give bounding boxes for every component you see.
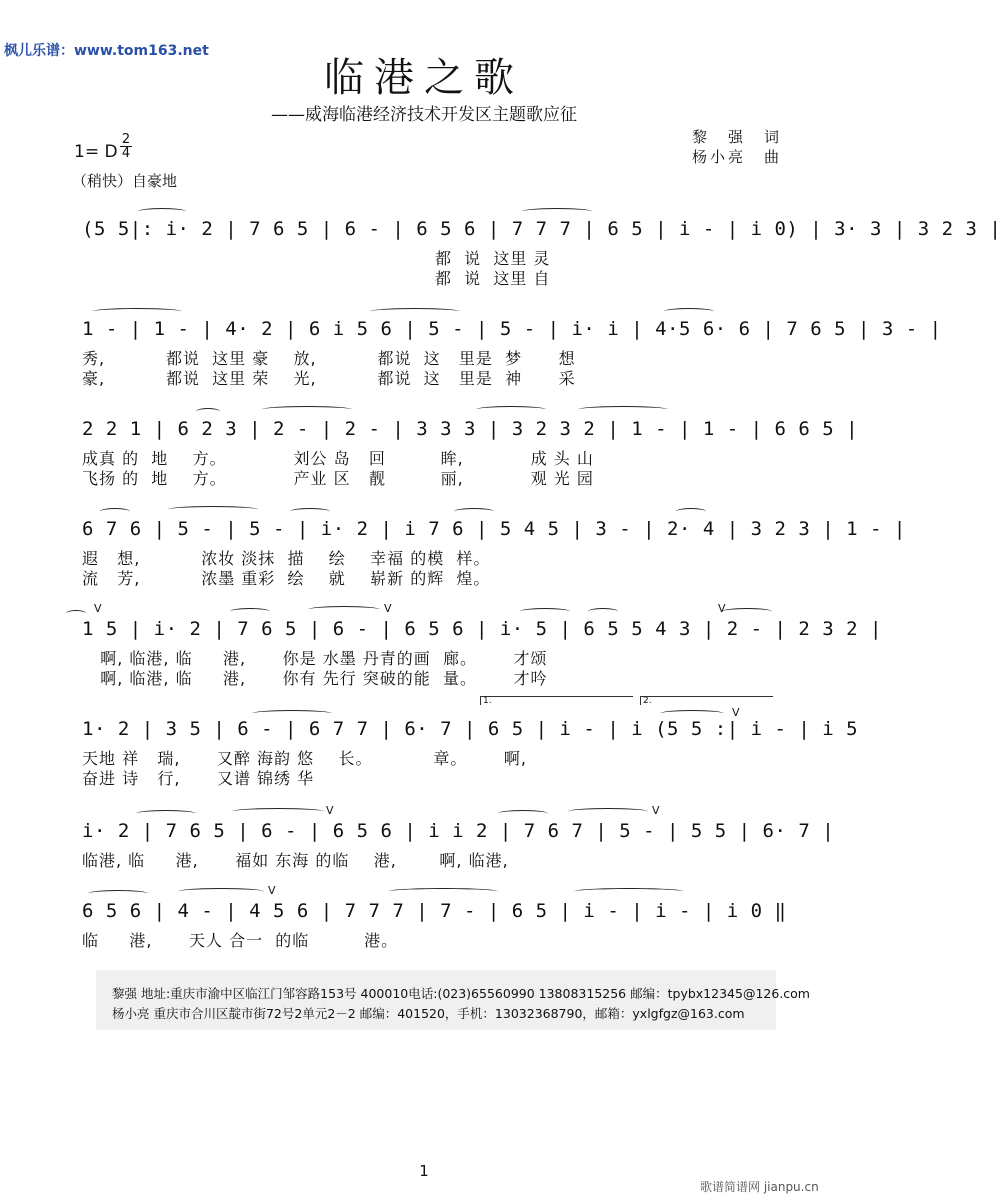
notes-line: 6 5 6 | 4 - | 4 5 6 | 7 7 7 | 7 - | 6 5 | i - | i - | i 0 ‖ bbox=[82, 900, 787, 922]
lyrics-verse-1: 成真 的 地 方。 刘公 岛 回 眸, 成 头 山 bbox=[82, 449, 594, 468]
time-signature bbox=[120, 133, 132, 160]
lyrics-verse-2: 啊, 临港, 临 港, 你有 先行 突破的能 量。 才吟 bbox=[82, 669, 548, 688]
breath-mark: V bbox=[652, 804, 660, 817]
lyrics-verse-1: 都 说 这里 灵 bbox=[82, 249, 551, 268]
notes-line: (5 5|: i· 2 | 7 6 5 | 6 - | 6 5 6 | 7 7 7 | 6 5 | i - | i 0) | 3· 3 | 3 2 3 | bbox=[82, 218, 1001, 240]
score-system-1 bbox=[0, 200, 1001, 312]
lyrics-verse-1: 临 港, 天人 合一 的临 港。 bbox=[82, 931, 399, 950]
tempo-marking: （稍快）自豪地 bbox=[72, 172, 178, 190]
lyrics-verse-1: 临港, 临 港, 福如 东海 的临 港, 啊, 临港, bbox=[82, 851, 509, 870]
second-ending: 2. bbox=[640, 696, 773, 705]
lyrics-verse-2: 飞扬 的 地 方。 产业 区 靓 丽, 观 光 园 bbox=[82, 469, 594, 488]
lyricist-credit: 黎 强 词 bbox=[692, 128, 783, 146]
key-signature: 1= D bbox=[74, 142, 118, 162]
notes-line: 6 7 6 | 5 - | 5 - | i· 2 | i 7 6 | 5 4 5 | 3 - | 2· 4 | 3 2 3 | 1 - | bbox=[82, 518, 906, 540]
song-title: 临港之歌 bbox=[324, 55, 524, 101]
breath-mark: V bbox=[718, 602, 726, 615]
lyrics-verse-1: 啊, 临港, 临 港, 你是 水墨 丹青的画 廊。 才颂 bbox=[82, 649, 548, 668]
notes-line: 1· 2 | 3 5 | 6 - | 6 7 7 | 6· 7 | 6 5 | i - | i (5 5 :| i - | i 5 bbox=[82, 718, 859, 740]
site-label[interactable]: 枫儿乐谱：www.tom163.net bbox=[4, 43, 209, 59]
score-system-4 bbox=[0, 500, 906, 612]
time-signature-bottom: 4 bbox=[121, 146, 131, 161]
breath-mark: V bbox=[94, 602, 102, 615]
page-number: 1 bbox=[419, 1162, 429, 1180]
breath-mark: V bbox=[326, 804, 334, 817]
time-signature-top: 2 bbox=[121, 132, 131, 147]
lyrics-verse-2: 豪, 都说 这里 荣 光, 都说 这 里是 神 采 bbox=[82, 369, 576, 388]
notes-line: 1 - | 1 - | 4· 2 | 6 i 5 6 | 5 - | 5 - | i· i | 4·5 6· 6 | 7 6 5 | 3 - | bbox=[82, 318, 942, 340]
watermark: 歌谱简谱网 jianpu.cn bbox=[700, 1180, 819, 1194]
score-system-6 bbox=[0, 696, 859, 808]
song-subtitle: ——威海临港经济技术开发区主题歌应征 bbox=[271, 105, 577, 125]
breath-mark: V bbox=[384, 602, 392, 615]
lyrics-verse-1: 秀, 都说 这里 豪 放, 都说 这 里是 梦 想 bbox=[82, 349, 576, 368]
lyrics-verse-2: 都 说 这里 自 bbox=[82, 269, 551, 288]
notes-line: 1 5 | i· 2 | 7 6 5 | 6 - | 6 5 6 | i· 5 | 6 5 5 4 3 | 2 - | 2 3 2 | bbox=[82, 618, 882, 640]
lyricist-contact: 黎强 地址:重庆市渝中区临江门邹容路153号 400010电话:(023)65560990 13808315256 邮编：tpybx12345@126.com bbox=[112, 986, 810, 1001]
notes-line: 2 2 1 | 6 2 3 | 2 - | 2 - | 3 3 3 | 3 2 3 2 | 1 - | 1 - | 6 6 5 | bbox=[82, 418, 859, 440]
notes-line: i· 2 | 7 6 5 | 6 - | 6 5 6 | i i 2 | 7 6 7 | 5 - | 5 5 | 6· 7 | bbox=[82, 820, 835, 842]
score-system-3 bbox=[0, 400, 859, 512]
lyrics-verse-2: 流 芳, 浓墨 重彩 绘 就 崭新 的辉 煌。 bbox=[82, 569, 491, 588]
composer-credit: 杨小亮 曲 bbox=[692, 148, 783, 166]
breath-mark: V bbox=[268, 884, 276, 897]
lyrics-verse-1: 天地 祥 瑞, 又醉 海韵 悠 长。 章。 啊, bbox=[82, 749, 527, 768]
lyrics-verse-2: 奋进 诗 行, 又谱 锦绣 华 bbox=[82, 769, 315, 788]
score-system-2 bbox=[0, 300, 942, 412]
breath-mark: V bbox=[732, 706, 740, 719]
lyrics-verse-1: 遐 想, 浓妆 淡抹 描 绘 幸福 的模 样。 bbox=[82, 549, 491, 568]
composer-contact: 杨小亮 重庆市合川区靛市街72号2单元2－2 邮编：401520，手机：13032368790，邮箱：yxlgfgz@163.com bbox=[112, 1006, 745, 1021]
first-ending: 1. bbox=[480, 696, 633, 705]
